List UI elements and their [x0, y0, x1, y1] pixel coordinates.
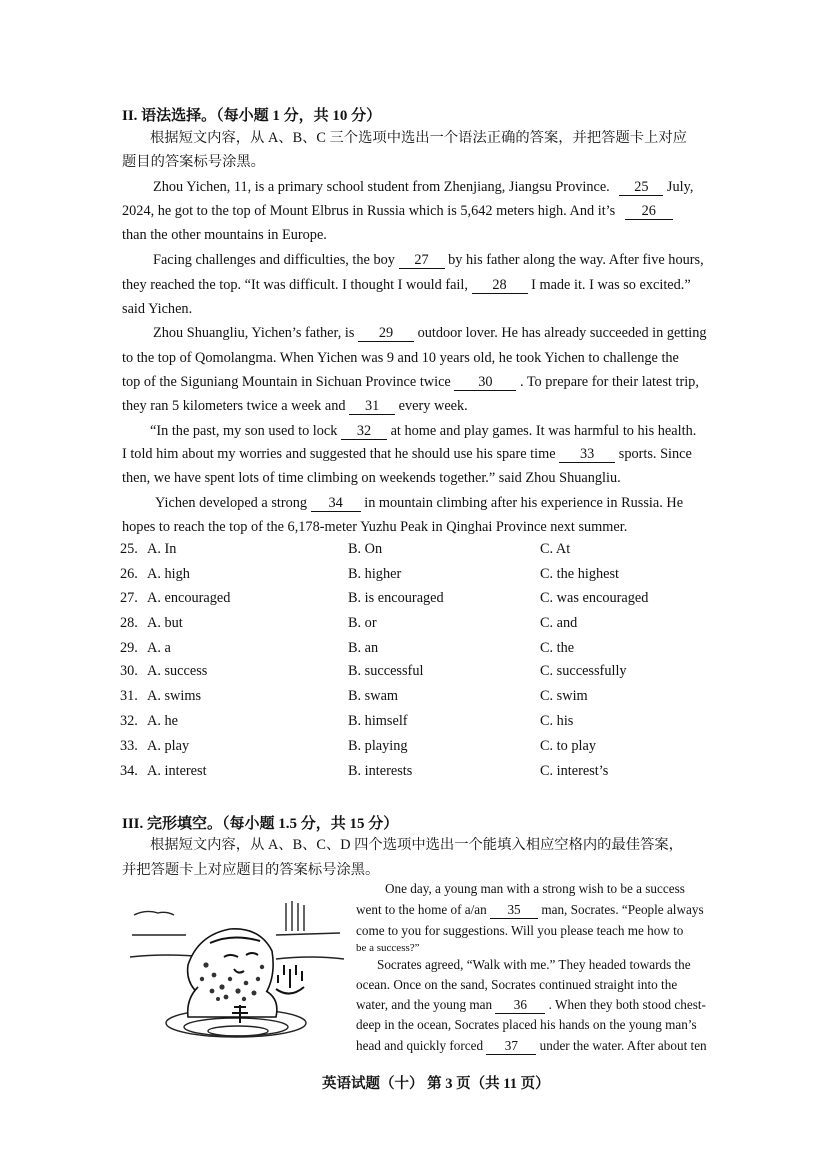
question-number: 27.	[120, 590, 138, 606]
passage-text: Zhou Yichen, 11, is a primary school student from Zhenjiang, Jiangsu Province.	[153, 179, 610, 195]
passage-text: at home and play games. It was harmful to his health.	[390, 423, 697, 439]
option-a[interactable]: A. he	[147, 713, 178, 729]
option-a[interactable]: A. success	[147, 663, 208, 679]
blank-28: 28	[472, 277, 528, 294]
option-b[interactable]: B. an	[348, 640, 379, 656]
section-2-instruction-cont: 题目的答案标号涂黑。	[122, 154, 265, 170]
option-b[interactable]: B. On	[348, 541, 383, 557]
passage-text: ocean. Once on the sand, Socrates continued straight into the	[356, 977, 678, 992]
passage-text: in mountain climbing after his experience in Russia. He	[364, 495, 684, 511]
passage-text: . To prepare for their latest trip,	[519, 374, 699, 390]
passage-text: Facing challenges and difficulties, the boy	[153, 252, 395, 268]
question-number: 29.	[120, 640, 138, 656]
question-number: 26.	[120, 566, 138, 582]
option-a[interactable]: A. interest	[147, 763, 207, 779]
passage-text: they reached the top. “It was difficult. I thought I would fail,	[122, 277, 468, 293]
question-number: 25.	[120, 541, 138, 557]
passage-text: I told him about my worries and suggested that he should use his spare time	[122, 446, 556, 462]
blank-35: 35	[490, 902, 538, 919]
section-3-title: III. 完形填空。（每小题 1.5 分，共 15 分）	[122, 816, 399, 832]
option-b[interactable]: B. interests	[348, 763, 413, 779]
section-2-title: II. 语法选择。（每小题 1 分，共 10 分）	[122, 108, 382, 124]
blank-25: 25	[619, 179, 663, 196]
passage-text: every week.	[398, 398, 468, 414]
option-a[interactable]: A. high	[147, 566, 190, 582]
option-b[interactable]: B. successful	[348, 663, 424, 679]
blank-30: 30	[454, 374, 516, 391]
passage-text: top of the Siguniang Mountain in Sichuan Province twice	[122, 374, 451, 390]
passage-text: to the top of Qomolangma. When Yichen was 9 and 10 years old, he took Yichen to challenge the	[122, 350, 679, 366]
section-3-instruction: 根据短文内容，从 A、B、C、D 四个选项中选出一个能填入相应空格内的最佳答案，	[150, 837, 683, 853]
option-c[interactable]: C. the	[540, 640, 575, 656]
passage-text: “In the past, my son used to lock	[150, 423, 338, 439]
question-number: 34.	[120, 763, 138, 779]
blank-27: 27	[399, 252, 445, 269]
option-a[interactable]: A. a	[147, 640, 171, 656]
question-number: 31.	[120, 688, 138, 704]
passage-text: hopes to reach the top of the 6,178-meter Yuzhu Peak in Qinghai Province next summer.	[122, 519, 628, 535]
blank-37: 37	[486, 1038, 536, 1055]
question-number: 28.	[120, 615, 138, 631]
option-b[interactable]: B. or	[348, 615, 377, 631]
passage-text: July,	[666, 179, 694, 195]
blank-34: 34	[311, 495, 361, 512]
option-b[interactable]: B. is encouraged	[348, 590, 444, 606]
blank-29: 29	[358, 325, 414, 342]
passage-text: Yichen developed a strong	[155, 495, 308, 511]
option-c[interactable]: C. and	[540, 615, 578, 631]
socrates-illustration	[126, 895, 348, 1045]
option-a[interactable]: A. In	[147, 541, 177, 557]
blank-36: 36	[495, 997, 545, 1014]
passage-text: under the water. After about ten	[539, 1038, 707, 1053]
passage-text: 2024, he got to the top of Mount Elbrus in Russia which is 5,642 meters high. And it’s	[122, 203, 616, 219]
passage-text: than the other mountains in Europe.	[122, 227, 327, 243]
option-b[interactable]: B. higher	[348, 566, 402, 582]
man-in-water-illustration	[126, 895, 348, 1045]
question-number: 33.	[120, 738, 138, 754]
option-c[interactable]: C. interest’s	[540, 763, 609, 779]
option-c[interactable]: C. his	[540, 713, 574, 729]
passage-text: head and quickly forced	[356, 1038, 484, 1053]
option-c[interactable]: C. At	[540, 541, 571, 557]
passage-text: be a success?”	[356, 942, 420, 954]
page-footer: 英语试题（十） 第 3 页（共 11 页）	[322, 1076, 550, 1092]
blank-33: 33	[559, 446, 615, 463]
passage-text: by his father along the way. After five hours,	[448, 252, 704, 268]
option-c[interactable]: C. the highest	[540, 566, 620, 582]
passage-text: then, we have spent lots of time climbing on weekends together.” said Zhou Shuangliu.	[122, 470, 621, 486]
blank-31: 31	[349, 398, 395, 415]
option-c[interactable]: C. to play	[540, 738, 596, 754]
option-c[interactable]: C. successfully	[540, 663, 627, 679]
passage-text: . When they both stood chest-	[548, 997, 706, 1012]
passage-text: One day, a young man with a strong wish to be a success	[385, 881, 685, 896]
option-b[interactable]: B. playing	[348, 738, 408, 754]
section-2-instruction: 根据短文内容，从 A、B、C 三个选项中选出一个语法正确的答案，并把答题卡上对应	[150, 130, 687, 146]
option-a[interactable]: A. but	[147, 615, 183, 631]
blank-32: 32	[341, 423, 387, 440]
section-3-instruction-cont: 并把答题卡上对应题目的答案标号涂黑。	[122, 862, 380, 878]
passage-text: Zhou Shuangliu, Yichen’s father, is	[153, 325, 355, 341]
passage-text: deep in the ocean, Socrates placed his hands on the young man’s	[356, 1017, 697, 1032]
passage-text: come to you for suggestions. Will you please teach me how to	[356, 923, 684, 938]
option-b[interactable]: B. swam	[348, 688, 399, 704]
option-c[interactable]: C. swim	[540, 688, 588, 704]
question-number: 30.	[120, 663, 138, 679]
passage-text: man, Socrates. “People always	[541, 902, 704, 917]
passage-text: went to the home of a/an	[356, 902, 487, 917]
passage-text: outdoor lover. He has already succeeded in getting	[417, 325, 707, 341]
question-number: 32.	[120, 713, 138, 729]
option-c[interactable]: C. was encouraged	[540, 590, 649, 606]
option-a[interactable]: A. play	[147, 738, 190, 754]
passage-text: sports. Since	[618, 446, 692, 462]
passage-text: they ran 5 kilometers twice a week and	[122, 398, 346, 414]
option-a[interactable]: A. encouraged	[147, 590, 231, 606]
passage-text: I made it. I was so excited.”	[531, 277, 691, 293]
option-b[interactable]: B. himself	[348, 713, 408, 729]
blank-26: 26	[625, 203, 673, 220]
passage-text: said Yichen.	[122, 301, 193, 317]
option-a[interactable]: A. swims	[147, 688, 202, 704]
passage-text: Socrates agreed, “Walk with me.” They headed towards the	[377, 957, 691, 972]
passage-text: water, and the young man	[356, 997, 493, 1012]
